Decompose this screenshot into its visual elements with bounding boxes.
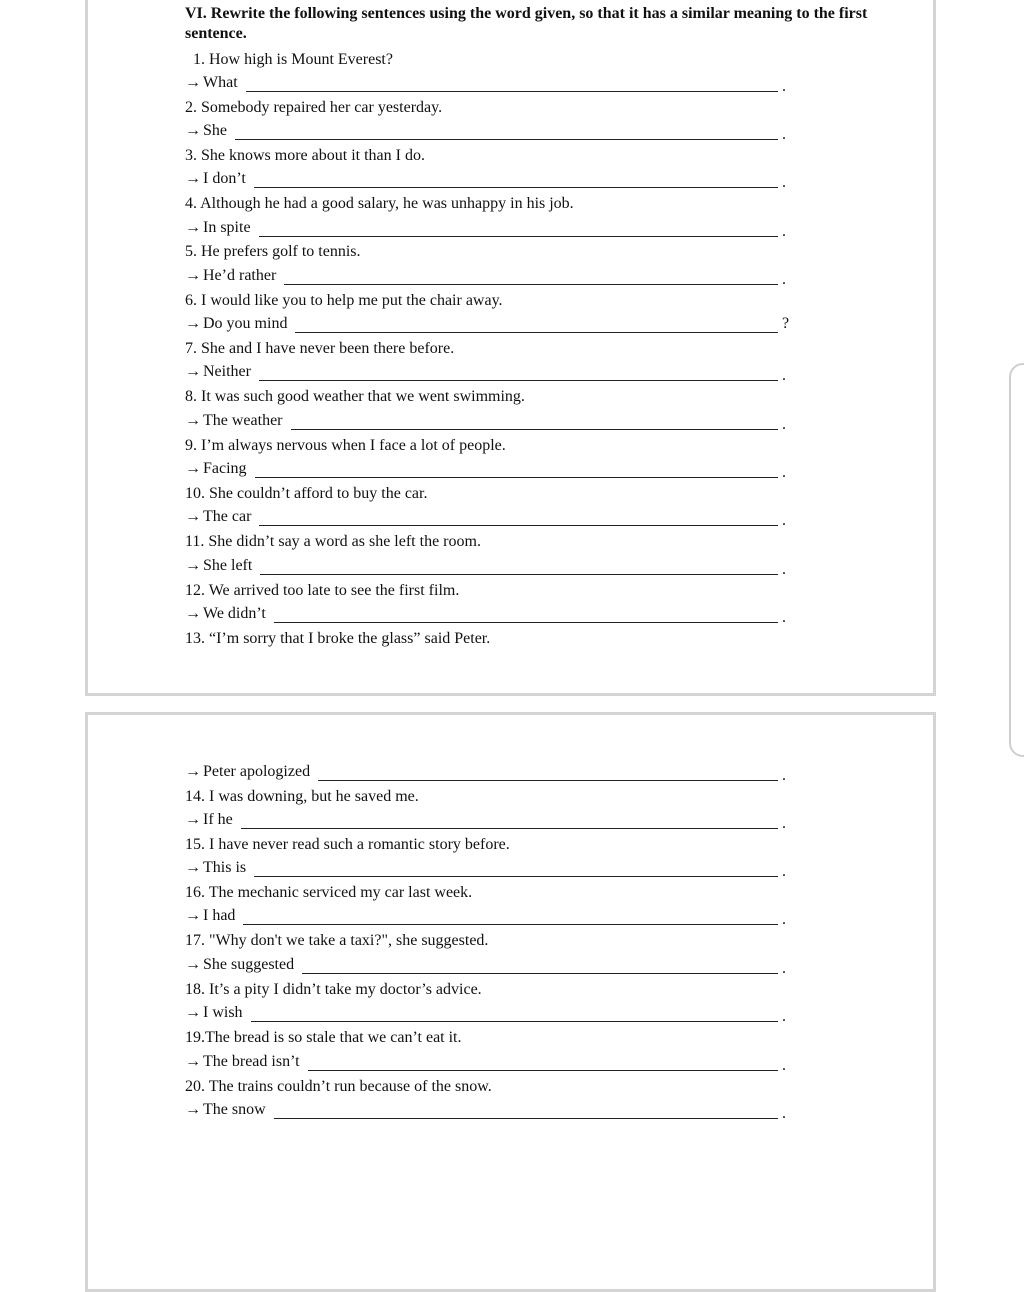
end-punctuation: . bbox=[782, 464, 786, 481]
end-punctuation: . bbox=[782, 174, 786, 191]
arrow-icon: → bbox=[185, 219, 201, 236]
arrow-icon: → bbox=[185, 508, 201, 525]
answer-blank-17[interactable] bbox=[302, 973, 778, 974]
side-scroll-tab[interactable] bbox=[1009, 363, 1024, 757]
arrow-icon: → bbox=[185, 267, 201, 284]
answer-stem: If he bbox=[203, 811, 233, 828]
answer-prompt-4 bbox=[185, 218, 251, 238]
question-6: 6. I would like you to help me put the chair away. bbox=[185, 292, 503, 309]
question-8: 8. It was such good weather that we went swimming. bbox=[185, 388, 525, 405]
arrow-icon: → bbox=[185, 605, 201, 622]
answer-prompt-7 bbox=[185, 362, 251, 382]
arrow-icon: → bbox=[185, 811, 201, 828]
answer-blank-14[interactable] bbox=[241, 828, 778, 829]
end-punctuation: . bbox=[782, 271, 786, 288]
answer-blank-11[interactable] bbox=[260, 574, 778, 575]
answer-stem: We didn’t bbox=[203, 605, 266, 622]
answer-prompt-18 bbox=[185, 1003, 243, 1023]
answer-prompt-17 bbox=[185, 955, 294, 975]
question-13: 13. “I’m sorry that I broke the glass” said Peter. bbox=[185, 630, 491, 647]
end-punctuation: . bbox=[782, 960, 786, 977]
arrow-icon: → bbox=[185, 859, 201, 876]
answer-blank-1[interactable] bbox=[246, 91, 778, 92]
question-9: 9. I’m always nervous when I face a lot of people. bbox=[185, 437, 506, 454]
end-punctuation: . bbox=[782, 767, 786, 784]
arrow-icon: → bbox=[185, 170, 201, 187]
question-1: 1. How high is Mount Everest? bbox=[193, 51, 393, 68]
answer-stem: The bread isn’t bbox=[203, 1053, 300, 1070]
answer-prompt-2 bbox=[185, 121, 227, 141]
end-punctuation: . bbox=[782, 416, 786, 433]
answer-blank-5[interactable] bbox=[284, 284, 778, 285]
answer-prompt-19 bbox=[185, 1052, 300, 1072]
answer-stem: In spite bbox=[203, 219, 251, 236]
arrow-icon: → bbox=[185, 315, 201, 332]
end-punctuation: . bbox=[782, 367, 786, 384]
answer-stem: He’d rather bbox=[203, 267, 277, 284]
answer-blank-3[interactable] bbox=[254, 187, 778, 188]
answer-prompt-10 bbox=[185, 507, 251, 527]
end-punctuation: . bbox=[782, 1105, 786, 1122]
end-punctuation: . bbox=[782, 609, 786, 626]
answer-stem: Do you mind bbox=[203, 315, 288, 332]
answer-stem: She bbox=[203, 122, 227, 139]
answer-prompt-8 bbox=[185, 411, 283, 431]
answer-blank-13[interactable] bbox=[318, 780, 778, 781]
arrow-icon: → bbox=[185, 460, 201, 477]
answer-stem: Facing bbox=[203, 460, 247, 477]
answer-prompt-11 bbox=[185, 556, 252, 576]
instruction-heading: VI. Rewrite the following sentences using the word given, so that it has a similar meaning to the first sentence. bbox=[185, 5, 868, 42]
question-16: 16. The mechanic serviced my car last week. bbox=[185, 884, 473, 901]
question-11: 11. She didn’t say a word as she left the room. bbox=[185, 533, 481, 550]
answer-stem: The weather bbox=[203, 412, 283, 429]
question-4: 4. Although he had a good salary, he was unhappy in his job. bbox=[185, 195, 574, 212]
answer-stem: Neither bbox=[203, 363, 251, 380]
answer-prompt-14 bbox=[185, 810, 233, 830]
question-2: 2. Somebody repaired her car yesterday. bbox=[185, 99, 443, 116]
answer-prompt-6 bbox=[185, 314, 287, 334]
end-punctuation: . bbox=[782, 1008, 786, 1025]
question-3: 3. She knows more about it than I do. bbox=[185, 147, 425, 164]
answer-blank-19[interactable] bbox=[308, 1070, 778, 1071]
end-punctuation: . bbox=[782, 1057, 786, 1074]
arrow-icon: → bbox=[185, 74, 201, 91]
question-12: 12. We arrived too late to see the first film. bbox=[185, 582, 460, 599]
end-punctuation: . bbox=[782, 223, 786, 240]
answer-prompt-13 bbox=[185, 762, 310, 782]
end-punctuation: . bbox=[782, 512, 786, 529]
arrow-icon: → bbox=[185, 1004, 201, 1021]
answer-blank-20[interactable] bbox=[274, 1118, 778, 1119]
end-punctuation: . bbox=[782, 815, 786, 832]
arrow-icon: → bbox=[185, 557, 201, 574]
end-punctuation: . bbox=[782, 126, 786, 143]
answer-stem: This is bbox=[203, 859, 247, 876]
arrow-icon: → bbox=[185, 363, 201, 380]
question-5: 5. He prefers golf to tennis. bbox=[185, 243, 361, 260]
answer-blank-16[interactable] bbox=[243, 924, 778, 925]
question-14: 14. I was downing, but he saved me. bbox=[185, 788, 419, 805]
answer-blank-15[interactable] bbox=[254, 876, 778, 877]
answer-prompt-16 bbox=[185, 906, 235, 926]
answer-stem: I wish bbox=[203, 1004, 243, 1021]
end-punctuation: . bbox=[782, 911, 786, 928]
answer-stem: The car bbox=[203, 508, 252, 525]
arrow-icon: → bbox=[185, 1053, 201, 1070]
end-punctuation: . bbox=[782, 863, 786, 880]
question-17: 17. "Why don't we take a taxi?", she suggested. bbox=[185, 932, 489, 949]
answer-prompt-3 bbox=[185, 169, 246, 189]
end-punctuation: . bbox=[782, 78, 786, 95]
question-10: 10. She couldn’t afford to buy the car. bbox=[185, 485, 428, 502]
answer-stem: What bbox=[203, 74, 238, 91]
answer-prompt-1 bbox=[185, 73, 238, 93]
answer-blank-7[interactable] bbox=[259, 380, 778, 381]
answer-blank-10[interactable] bbox=[259, 525, 778, 526]
answer-blank-4[interactable] bbox=[259, 236, 778, 237]
arrow-icon: → bbox=[185, 907, 201, 924]
arrow-icon: → bbox=[185, 412, 201, 429]
arrow-icon: → bbox=[185, 956, 201, 973]
answer-stem: She suggested bbox=[203, 956, 295, 973]
answer-blank-6[interactable] bbox=[295, 332, 778, 333]
answer-prompt-12 bbox=[185, 604, 266, 624]
question-20: 20. The trains couldn’t run because of the snow. bbox=[185, 1078, 492, 1095]
question-7: 7. She and I have never been there before. bbox=[185, 340, 455, 357]
answer-blank-2[interactable] bbox=[235, 139, 778, 140]
answer-stem: She left bbox=[203, 557, 253, 574]
answer-prompt-5 bbox=[185, 266, 276, 286]
answer-stem: Peter apologized bbox=[203, 763, 311, 780]
arrow-icon: → bbox=[185, 763, 201, 780]
arrow-icon: → bbox=[185, 1101, 201, 1118]
question-18: 18. It’s a pity I didn’t take my doctor’s advice. bbox=[185, 981, 482, 998]
answer-stem: I don’t bbox=[203, 170, 246, 187]
arrow-icon: → bbox=[185, 122, 201, 139]
answer-prompt-9 bbox=[185, 459, 247, 479]
answer-prompt-20 bbox=[185, 1100, 266, 1120]
answer-blank-8[interactable] bbox=[291, 429, 778, 430]
question-19: 19.The bread is so stale that we can’t eat it. bbox=[185, 1029, 462, 1046]
answer-blank-18[interactable] bbox=[251, 1021, 778, 1022]
answer-blank-9[interactable] bbox=[255, 477, 778, 478]
answer-prompt-15 bbox=[185, 858, 246, 878]
question-15: 15. I have never read such a romantic story before. bbox=[185, 836, 510, 853]
answer-blank-12[interactable] bbox=[274, 622, 778, 623]
answer-stem: I had bbox=[203, 907, 236, 924]
end-punctuation: ? bbox=[782, 315, 790, 332]
answer-stem: The snow bbox=[203, 1101, 266, 1118]
end-punctuation: . bbox=[782, 561, 786, 578]
